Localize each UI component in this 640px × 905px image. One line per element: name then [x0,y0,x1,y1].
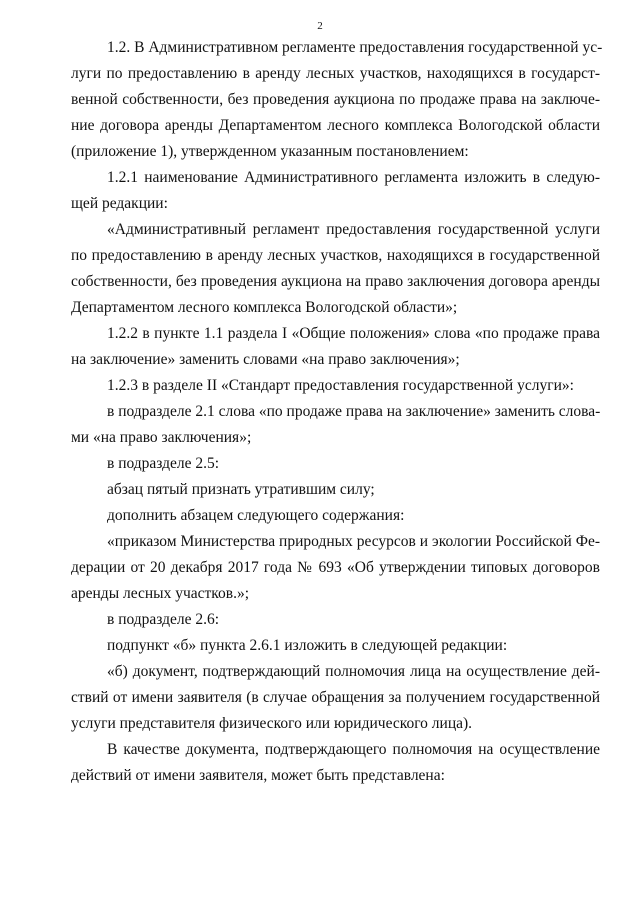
paragraph [71,165,600,217]
text-line: щей редакции: [71,195,168,212]
paragraph [71,399,600,451]
paragraph [71,217,600,321]
page-number: 2 [317,20,323,32]
text-line: в подразделе 2.5: [107,455,220,472]
text-line: ствий от имени заявителя (в случае обращения за получением государственной [71,689,600,706]
text-line: услуги представителя физического или юридического лица). [71,715,473,732]
text-line: на заключение» заменить словами «на право заключения»; [71,351,460,368]
paragraph [71,529,600,607]
text-line: 1.2. В Административном регламенте предоставления государственной ус- [107,39,603,56]
text-line: «Административный регламент предоставления государственной услуги [107,221,600,238]
text-line: ние договора аренды Департаментом лесного комплекса Вологодской области [71,117,600,134]
paragraph [71,607,600,633]
paragraph [71,503,600,529]
text-line: дополнить абзацем следующего содержания: [107,507,405,524]
text-line: «б) документ, подтверждающий полномочия лица на осуществление дей- [107,663,600,680]
text-line: 1.2.1 наименование Административного регламента изложить в следую- [107,169,600,186]
text-line: действий от имени заявителя, может быть представлена: [71,767,445,784]
paragraph [71,373,600,399]
text-line: 1.2.2 в пункте 1.1 раздела I «Общие положения» слова «по продаже права [107,325,600,342]
text-line: 1.2.3 в разделе II «Стандарт предоставления государственной услуги»: [107,377,574,394]
text-line: в подразделе 2.6: [107,611,220,628]
paragraph [71,477,600,503]
text-line: абзац пятый признать утратившим силу; [107,481,375,498]
paragraph [71,659,600,737]
paragraph [71,451,600,477]
text-line: венной собственности, без проведения аукциона по продаже права на заключе- [71,91,600,108]
paragraph [71,737,600,789]
text-line: В качестве документа, подтверждающего полномочия на осуществление [107,741,600,758]
paragraph [71,633,600,659]
text-line: луги по предоставлению в аренду лесных участков, находящихся в государст- [71,65,600,82]
text-line: по предоставлению в аренду лесных участков, находящихся в государственной [71,247,600,264]
text-line: в подразделе 2.1 слова «по продаже права на заключение» заменить слова- [107,403,601,420]
text-line: собственности, без проведения аукциона на право заключения договора аренды [71,273,600,290]
paragraph [71,321,600,373]
text-line: подпункт «б» пункта 2.6.1 изложить в следующей редакции: [107,637,508,654]
text-line: ми «на право заключения»; [71,429,252,446]
text-line: (приложение 1), утвержденном указанным постановлением: [71,143,469,160]
text-line: «приказом Министерства природных ресурсов и экологии Российской Фе- [107,533,600,550]
text-line: дерации от 20 декабря 2017 года № 693 «Об утверждении типовых договоров [71,559,600,576]
text-line: Департаментом лесного комплекса Вологодской области»; [71,299,458,316]
paragraph [71,35,603,165]
text-line: аренды лесных участков.»; [71,585,250,602]
